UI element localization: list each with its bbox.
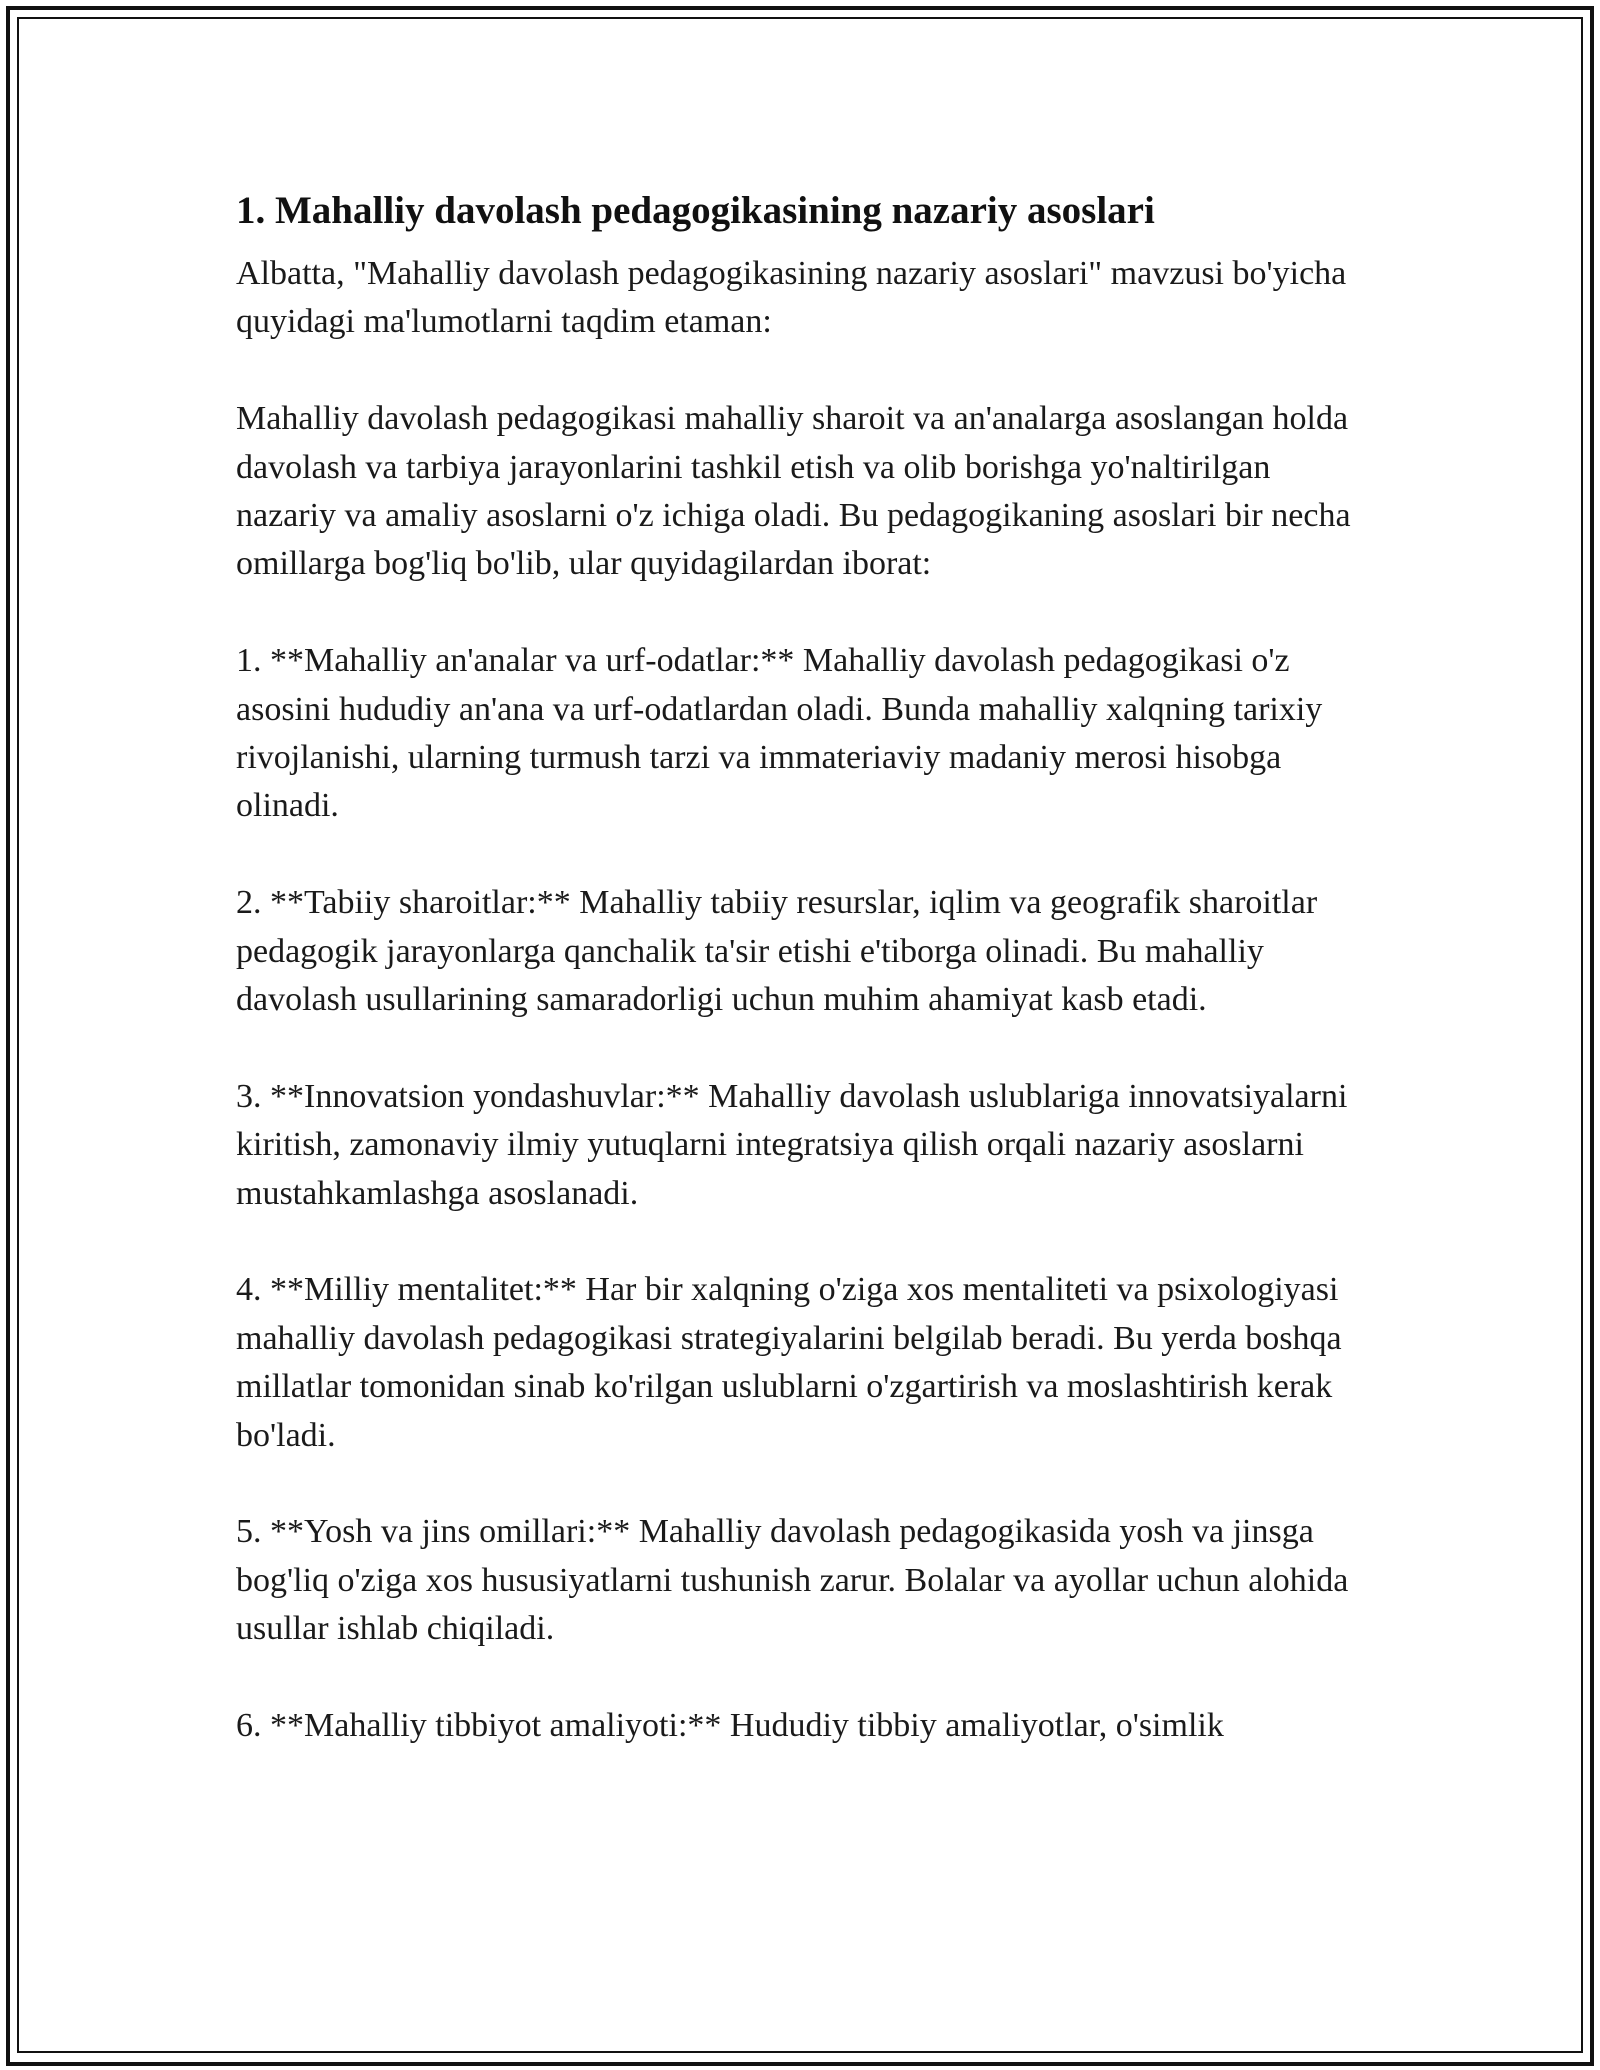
- list-item-1: 1. **Mahalliy an'analar va urf-odatlar:** Mahalliy davolash pedagogikasi o'z asosini hududiy an'ana va urf-odatlardan oladi. Bunda mahalliy xalqning tarixiy rivojlanishi, ularning turmush tarzi va immateriaviy madaniy merosi hisobga olinadi.: [236, 642, 1323, 825]
- overview-paragraph: Mahalliy davolash pedagogikasi mahalliy sharoit va an'analarga asoslangan holda davolash va tarbiya jarayonlarini tashkil etish va olib borishga yo'naltirilgan nazariy va amaliy asoslarni o'z ichiga oladi. Bu pedagogikaning asoslari bir necha omillarga bog'liq bo'lib, ular quyidagilardan iborat:: [236, 400, 1351, 583]
- list-item-4: 4. **Milliy mentalitet:** Har bir xalqning o'ziga xos mentaliteti va psixologiyasi mahalliy davolash pedagogikasi strategiyalarini belgilab beradi. Bu yerda boshqa millatlar tomonidan sinab ko'rilgan uslublarni o'zgartirish va moslashtirish kerak bo'ladi.: [236, 1271, 1342, 1454]
- list-item-6: 6. **Mahalliy tibbiyot amaliyoti:** Hududiy tibbiy amaliyotlar, o'simlik: [236, 1707, 1224, 1745]
- list-item-2: 2. **Tabiiy sharoitlar:** Mahalliy tabiiy resurslar, iqlim va geografik sharoitlar pedagogik jarayonlarga qanchalik ta'sir etishi e'tiborga olinadi. Bu mahalliy davolash usullarining samaradorligi uchun muhim ahamiyat kasb etadi.: [236, 884, 1318, 1019]
- intro-paragraph: Albatta, "Mahalliy davolash pedagogikasining nazariy asoslari" mavzusi bo'yicha quyidagi ma'lumotlarni taqdim etaman:: [236, 255, 1347, 341]
- list-item-3: 3. **Innovatsion yondashuvlar:** Mahalliy davolash uslublariga innovatsiyalarni kiritish, zamonaviy ilmiy yutuqlarni integratsiya qilish orqali nazariy asoslarni mustahkamlashga asoslanadi.: [236, 1077, 1348, 1212]
- section-heading: 1. Mahalliy davolash pedagogikasining nazariy asoslari: [236, 189, 1155, 232]
- list-item-5: 5. **Yosh va jins omillari:** Mahalliy davolash pedagogikasida yosh va jinsga bog'liq o'ziga xos hususiyatlarni tushunish zarur. Bolalar va ayollar uchun alohida usullar ishlab chiqiladi.: [236, 1513, 1349, 1648]
- document-body: [236, 186, 1371, 1799]
